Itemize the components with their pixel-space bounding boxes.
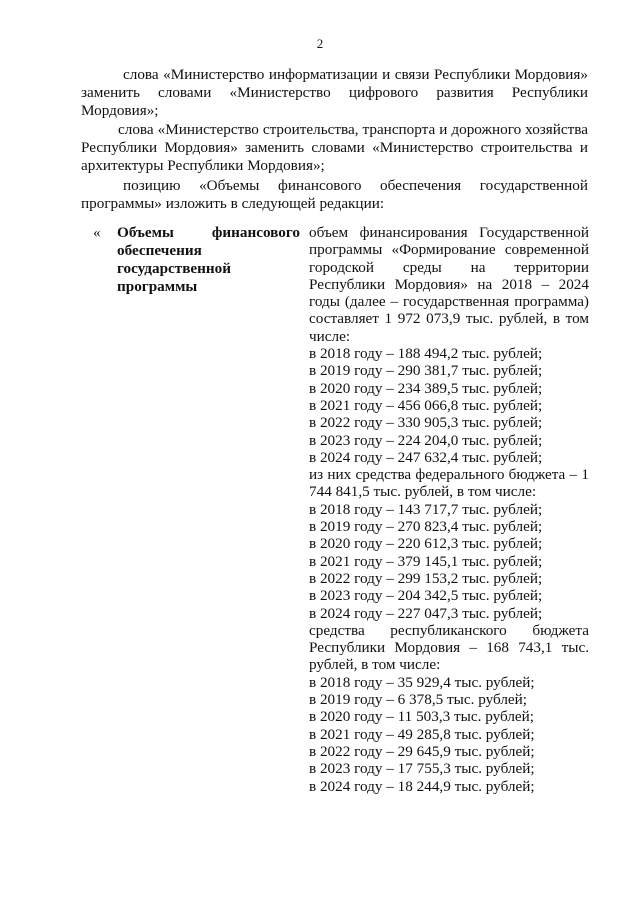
federal-year-line: в 2019 году – 270 823,4 тыс. рублей; <box>309 518 543 536</box>
federal-year-line: в 2020 году – 220 612,3 тыс. рублей; <box>309 535 543 553</box>
open-quote-mark: « <box>93 224 101 241</box>
republic-year-line: в 2018 году – 35 929,4 тыс. рублей; <box>309 673 535 691</box>
federal-year-line: в 2022 году – 299 153,2 тыс. рублей; <box>309 569 543 587</box>
heading-line: обеспечения <box>117 242 202 260</box>
republic-year-line: в 2023 году – 17 755,3 тыс. рублей; <box>309 760 535 778</box>
total-year-line: в 2021 году – 456 066,8 тыс. рублей; <box>309 396 543 414</box>
total-year-line: в 2020 году – 234 389,5 тыс. рублей; <box>309 379 543 397</box>
total-year-line: в 2024 году – 247 632,4 тыс. рублей; <box>309 448 543 466</box>
paragraph-position-financing: позицию «Объемы финансового обеспечения государственной программы» изложить в следующей редакции: <box>81 176 588 212</box>
federal-year-line: в 2021 году – 379 145,1 тыс. рублей; <box>309 552 543 570</box>
heading-line: государственной <box>117 260 232 278</box>
federal-year-line: в 2023 году – 204 342,5 тыс. рублей; <box>309 587 543 605</box>
republic-year-line: в 2022 году – 29 645,9 тыс. рублей; <box>309 742 535 760</box>
total-year-line: в 2022 году – 330 905,3 тыс. рублей; <box>309 414 543 432</box>
total-year-line: в 2023 году – 224 204,0 тыс. рублей; <box>309 431 543 449</box>
republic-intro: средства республиканского бюджета Республики Мордовия – 168 743,1 тыс. рублей, в том числе: <box>309 621 589 674</box>
total-year-line: в 2018 году – 188 494,2 тыс. рублей; <box>309 345 543 363</box>
total-year-line: в 2019 году – 290 381,7 тыс. рублей; <box>309 362 543 380</box>
body-text <box>81 66 588 214</box>
republic-year-line: в 2019 году – 6 378,5 тыс. рублей; <box>309 691 527 709</box>
table-value-cell <box>309 224 589 795</box>
heading-line: программы <box>117 278 198 296</box>
federal-year-line: в 2018 году – 143 717,7 тыс. рублей; <box>309 500 543 518</box>
paragraph-ministry-informatization: слова «Министерство информатизации и связи Республики Мордовия» заменить словами «Министерство цифрового развития Республики Мордовия»; <box>81 66 588 120</box>
republic-year-line: в 2021 году – 49 285,8 тыс. рублей; <box>309 725 535 743</box>
financing-intro: объем финансирования Государственной программы «Формирование современной городской среды на территории Республики Мордовия» на 2018 – 2024 годы (далее – государственная программа) составляет 1 972 073,9 тыс. рублей, в том числе: <box>309 224 589 345</box>
federal-intro: из них средства федерального бюджета – 1 744 841,5 тыс. рублей, в том числе: <box>309 466 589 501</box>
federal-year-line: в 2024 году – 227 047,3 тыс. рублей; <box>309 604 543 622</box>
table-heading-cell <box>117 224 300 296</box>
paragraph-ministry-construction: слова «Министерство строительства, транспорта и дорожного хозяйства Республики Мордовия» заменить словами «Министерство строительства и архитектуры Республики Мордовия»; <box>81 121 588 175</box>
republic-year-line: в 2020 году – 11 503,3 тыс. рублей; <box>309 708 535 726</box>
page-number: 2 <box>316 36 324 51</box>
republic-year-line: в 2024 году – 18 244,9 тыс. рублей; <box>309 777 535 795</box>
heading-line: Объемы финансового <box>117 224 300 241</box>
